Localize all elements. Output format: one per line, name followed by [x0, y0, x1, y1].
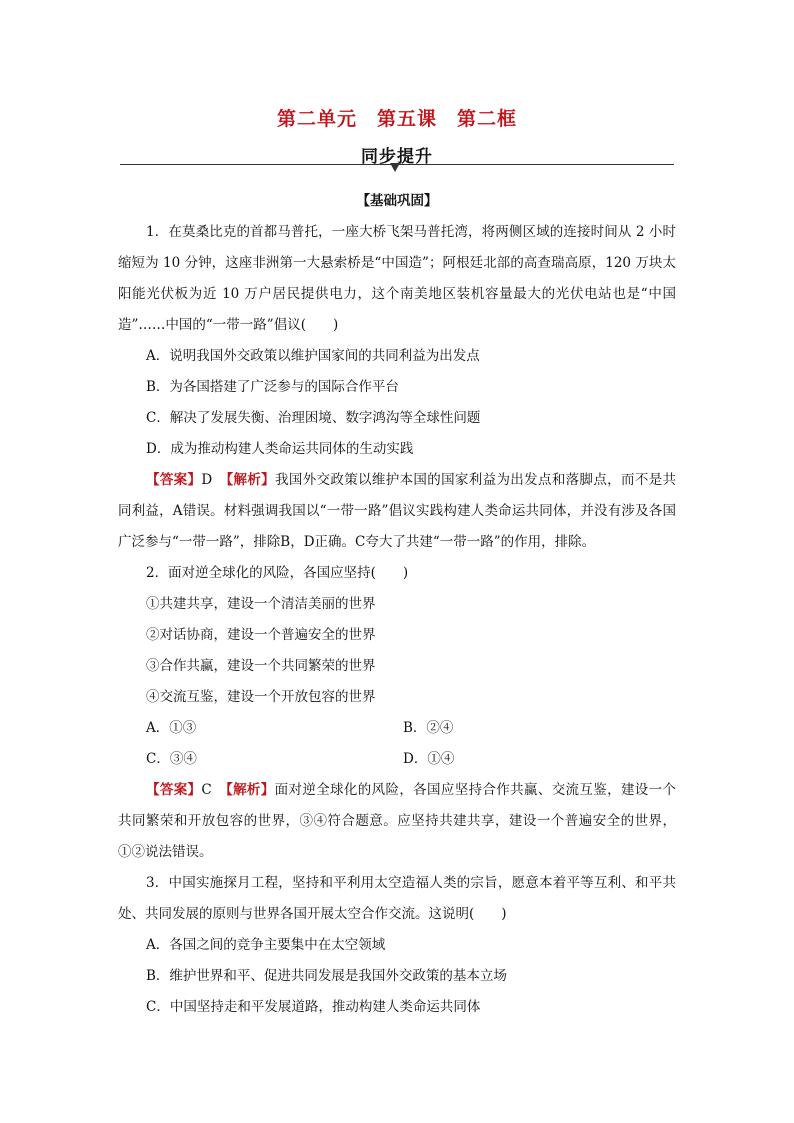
question-1-stem: 1．在莫桑比克的首都马普托，一座大桥飞架马普托湾，将两侧区域的连接时间从 2 小时缩短为 10 分钟，这座非洲第一大悬索桥是“中国造”；阿根廷北部的高查瑞高原，120 万块太阳能光伏板为近 10 万户居民提供电力，这个南美地区装机容量最大的光伏电站也是“中国造”……中国的“一带一路”倡议( )	[118, 224, 676, 333]
question-3-stem: 3．中国实施探月工程，坚持和平利用太空造福人类的宗旨，愿意本着平等互利、和平共处、共同发展的原则与世界各国开展太空合作交流。这说明( )	[118, 875, 676, 922]
answer-label: 【答案】	[146, 782, 202, 798]
exercise-content	[118, 186, 676, 1023]
question-2-answer	[118, 775, 676, 868]
question-2-option-d: D．①④	[403, 751, 455, 767]
question-3-option-b: B．维护世界和平、促进共同发展是我国外交政策的基本立场	[146, 968, 507, 984]
section-heading: 【基础巩固】	[356, 193, 438, 209]
analysis-text: 我国外交政策以维护本国的国家利益为出发点和落脚点，而不是共同利益，A错误。材料强调我国以“一带一路”倡议实践构建人类命运共同体，并没有涉及各国广泛参与“一带一路”，排除B，D正确。C夸大了共建“一带一路”的作用，排除。	[118, 472, 677, 550]
answer-value: D	[201, 472, 227, 488]
analysis-label: 【解析】	[225, 782, 275, 798]
question-2-item-3: ③合作共赢，建设一个共同繁荣的世界	[146, 658, 376, 674]
analysis-text: 面对逆全球化的风险，各国应坚持合作共赢、交流互鉴，建设一个共同繁荣和开放包容的世界，③④符合题意。应坚持共建共享，建设一个普遍安全的世界，①②说法错误。	[118, 782, 677, 860]
question-2-option-b: B．②④	[403, 720, 454, 736]
subtitle-banner	[120, 142, 674, 178]
lesson-title: 第二单元 第五课 第二框	[276, 108, 517, 130]
question-2-item-4: ④交流互鉴，建设一个开放包容的世界	[146, 689, 376, 705]
answer-label: 【答案】	[146, 472, 202, 488]
section-subtitle: 同步提升	[361, 147, 433, 167]
triangle-down-icon	[390, 163, 400, 172]
question-1-option-c: C．解决了发展失衡、治理困境、数字鸿沟等全球性问题	[146, 410, 481, 426]
question-2-item-2: ②对话协商，建设一个普遍安全的世界	[146, 627, 376, 643]
question-2-options-row-1	[118, 713, 676, 744]
analysis-label: 【解析】	[226, 472, 276, 488]
question-2-option-a: A．①③	[146, 720, 197, 736]
question-3-option-c: C．中国坚持走和平发展道路，推动构建人类命运共同体	[146, 999, 481, 1015]
question-2-option-c: C．③④	[146, 751, 197, 767]
question-3-option-a: A．各国之间的竞争主要集中在太空领域	[146, 937, 386, 953]
question-2-options-row-2	[118, 744, 676, 775]
question-2-item-1: ①共建共享，建设一个清洁美丽的世界	[146, 596, 376, 612]
question-1-answer	[118, 465, 676, 558]
question-2-stem: 2．面对逆全球化的风险，各国应坚持( )	[146, 565, 409, 581]
question-1-option-b: B．为各国搭建了广泛参与的国际合作平台	[146, 379, 399, 395]
question-1-option-d: D．成为推动构建人类命运共同体的生动实践	[146, 441, 414, 457]
question-1-option-a: A．说明我国外交政策以维护国家间的共同利益为出发点	[146, 348, 480, 364]
answer-value: C	[201, 782, 226, 798]
